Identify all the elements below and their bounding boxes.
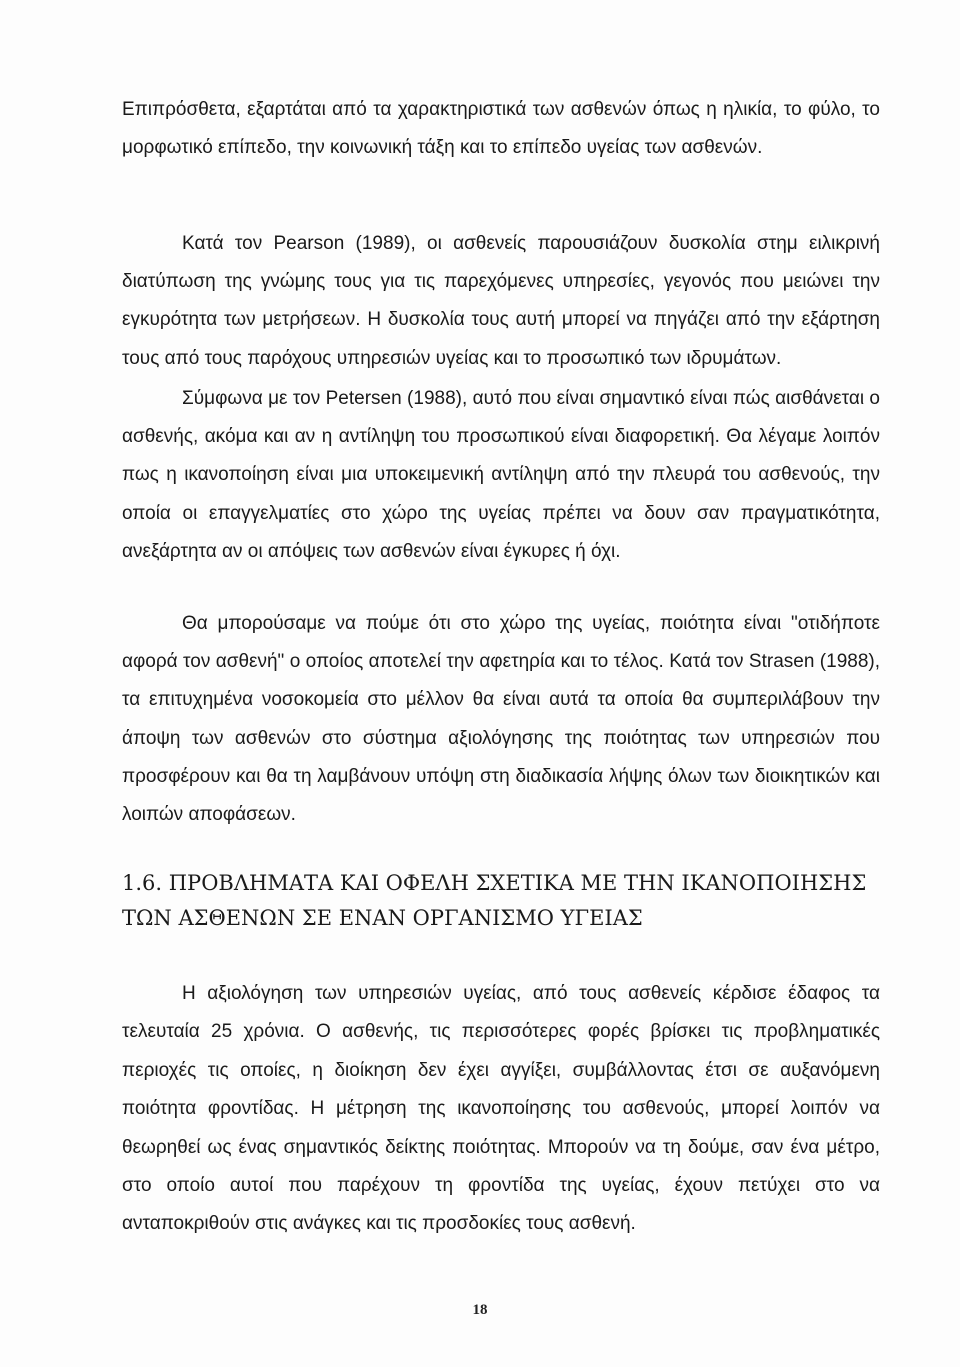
paragraph-pearson: Κατά τον Pearson (1989), οι ασθενείς παρουσιάζουν δυσκολία στημ ειλικρινή διατύπωση της γνώμης τους για τις παρεχόμενες υπηρεσίες, γεγονός που μειώνει την εγκυρότητα των μετρήσεων. Η δυσκολία τους αυτή μπορεί να πηγάζει από την εξάρτηση τους από τους παρόχους υπηρεσιών υγείας και το προσωπικό των ιδρυμάτων. — [122, 233, 880, 369]
paragraph-evaluation: Η αξιολόγηση των υπηρεσιών υγείας, από τους ασθενείς κέρδισε έδαφος τα τελευταία 25 χρόνια. Ο ασθενής, τις περισσότερες φορές βρίσκει τις προβληματικές περιοχές τις οποίες, η διοίκηση δεν έχει αγγίξει, συμβάλλοντας έτσι σε αυξανόμενη ποιότητα φροντίδας. Η μέτρηση της ικανοποίησης του ασθενούς, μπορεί λοιπόν να θεωρηθεί ως ένας σημαντικός δείκτης ποιότητας. Μπορούν να τη δούμε, σαν ένα μέτρο, στο οποίο αυτοί που παρέχουν τη φροντίδα της υγείας, έχουν πετύχει στο να ανταποκριθούν στις ανάγκες και τις προσδοκίες τους ασθενή. — [122, 983, 880, 1235]
paragraph-strasen: Θα μπορούσαμε να πούμε ότι στο χώρο της υγείας, ποιότητα είναι "οτιδήποτε αφορά τον ασθενή" ο οποίος αποτελεί την αφετηρία και το τέλος. Κατά τον Strasen (1988), τα επιτυχημένα νοσοκομεία στο μέλλον θα είναι αυτά τα οποία θα συμπεριλάβουν την άποψη των ασθενών στο σύστημα αξιολόγησης της ποιότητας των υπηρεσιών που προσφέρουν και θα τη λαμβάνουν υπόψη στη διαδικασία λήψης όλων των διοικητικών και λοιπών αποφάσεων. — [122, 613, 880, 826]
paragraph-demographics: Επιπρόσθετα, εξαρτάται από τα χαρακτηριστικά των ασθενών όπως η ηλικία, το φύλο, το μορφωτικό επίπεδο, την κοινωνική τάξη και το επίπεδο υγείας των ασθενών. — [122, 99, 880, 159]
paragraph-petersen: Σύμφωνα με τον Petersen (1988), αυτό που είναι σημαντικό είναι πώς αισθάνεται ο ασθενής, ακόμα και αν η αντίληψη του προσωπικού είναι διαφορετική. Θα λέγαμε λοιπόν πως η ικανοποίηση είναι μια υποκειμενική αντίληψη από την πλευρά του ασθενούς, την οποία οι επαγγελματίες στο χώρο της υγείας πρέπει να δουν σαν πραγματικότητα, ανεξάρτητα αν οι απόψεις των ασθενών είναι έγκυρες ή όχι. — [122, 388, 880, 562]
page-number: 18 — [472, 1302, 488, 1318]
section-heading: 1.6. ΠΡΟΒΛΗΜΑΤΑ ΚΑΙ ΟΦΕΛΗ ΣΧΕΤΙΚΑ ΜΕ ΤΗΝ ΙΚΑΝΟΠΟΙΗΣΗΣ ΤΩΝ ΑΣΘΕΝΩΝ ΣΕ ΕΝΑΝ ΟΡΓΑΝΙΣΜΟ ΥΓΕΙΑΣ — [122, 871, 867, 930]
